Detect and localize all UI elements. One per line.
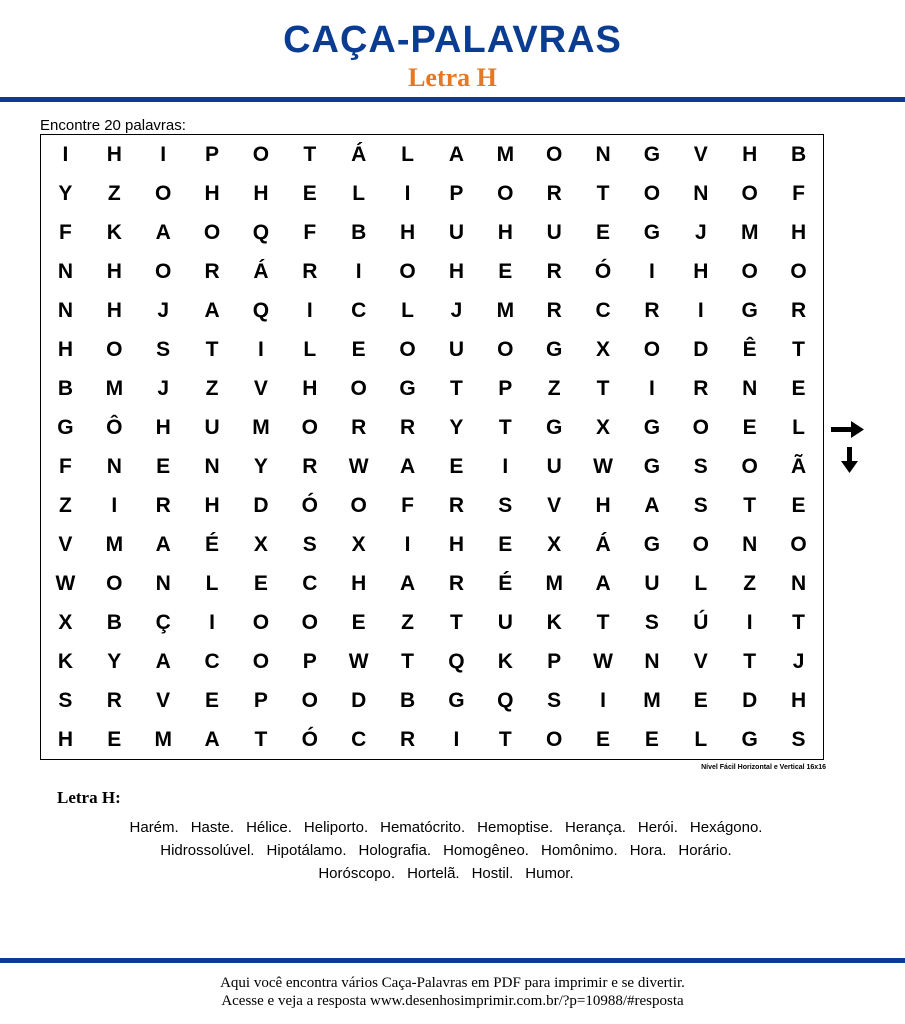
grid-cell: W (593, 649, 613, 673)
grid-cell: L (694, 727, 708, 751)
grid-cell: V (253, 376, 268, 400)
grid-cell: B (790, 142, 807, 166)
grid-cell: C (595, 298, 611, 322)
grid-cell: W (348, 649, 369, 673)
grid-cell: Y (253, 454, 268, 478)
grid-cell: Z (401, 610, 414, 634)
grid-cell: P (302, 649, 317, 673)
grid-cell: L (303, 337, 317, 361)
word-list-item: Herança. (565, 819, 626, 836)
grid-cell: I (746, 610, 753, 634)
grid-cell: O (546, 727, 563, 751)
grid-cell: H (106, 298, 122, 322)
grid-cell: B (351, 220, 367, 244)
word-list-item: Hemoptise. (477, 819, 554, 836)
grid-cell: T (401, 649, 414, 673)
grid-cell: N (693, 181, 709, 205)
grid-cell: Ú (693, 610, 709, 634)
grid-cell: G (643, 415, 661, 439)
grid-cell: Á (595, 532, 611, 556)
grid-cell: S (693, 493, 708, 517)
grid-cell: T (596, 181, 610, 205)
grid-cell: H (742, 142, 758, 166)
grid-cell: O (399, 259, 416, 283)
grid-cell: R (399, 727, 416, 751)
grid-cell: U (546, 220, 562, 244)
grid-cell: V (693, 649, 708, 673)
word-list-item: Harém. (129, 819, 179, 836)
grid-cell: A (644, 493, 660, 517)
grid-cell: A (399, 454, 416, 478)
grid-cell: F (59, 454, 72, 478)
grid-cell: H (790, 688, 807, 712)
word-list-item: Hidrossolúvel. (160, 842, 255, 859)
grid-cell: G (643, 142, 661, 166)
grid-cell: D (742, 688, 758, 712)
grid-cell: R (448, 493, 465, 517)
grid-cell: X (547, 532, 562, 556)
grid-cell: G (546, 415, 563, 439)
grid-cell: R (351, 415, 367, 439)
grid-cell: X (58, 610, 73, 634)
grid-cell: J (792, 649, 805, 673)
grid-cell: E (742, 415, 757, 439)
grid-cell: I (649, 376, 655, 400)
grid-cell: O (546, 142, 563, 166)
grid-cell: I (502, 454, 509, 478)
grid-cell: O (692, 415, 709, 439)
grid-cell: É (498, 571, 513, 595)
grid-cell: Q (252, 220, 270, 244)
word-list-item: Homogêneo. (443, 842, 529, 859)
grid-cell: R (302, 454, 318, 478)
grid-cell: M (252, 415, 270, 439)
grid-cell: R (155, 493, 171, 517)
grid-cell: E (449, 454, 464, 478)
grid-cell: E (156, 454, 171, 478)
grid-cell: N (742, 532, 758, 556)
grid-cell: O (350, 376, 367, 400)
page-title: CAÇA-PALAVRAS (283, 19, 622, 61)
grid-cell: N (155, 571, 171, 595)
grid-cell: G (643, 454, 661, 478)
grid-cell: I (453, 727, 460, 751)
grid-cell: E (693, 688, 708, 712)
word-list-item: Hipotálamo. (266, 842, 347, 859)
grid-cell: T (205, 337, 219, 361)
grid-cell: Q (448, 649, 465, 673)
grid-cell: M (545, 571, 563, 595)
grid-cell: M (643, 688, 661, 712)
grid-cell: T (792, 610, 805, 634)
grid-cell: E (596, 220, 611, 244)
grid-cell: O (741, 259, 758, 283)
grid-cell: E (498, 532, 513, 556)
grid-cell: H (302, 376, 318, 400)
grid-cell: Ó (301, 727, 318, 751)
grid-cell: E (107, 727, 122, 751)
grid-cell: B (106, 610, 122, 634)
grid-cell: J (450, 298, 463, 322)
grid-cell: K (106, 220, 122, 244)
word-list-item: Holografia. (358, 842, 432, 859)
grid-cell: A (155, 649, 171, 673)
grid-cell: O (643, 337, 661, 361)
grid-cell: T (303, 142, 317, 166)
grid-cell: F (401, 493, 414, 517)
grid-cell: R (790, 298, 807, 322)
grid-cell: S (693, 454, 708, 478)
grid-cell: V (58, 532, 73, 556)
grid-cell: M (105, 376, 124, 400)
grid-cell: K (546, 610, 562, 634)
grid-cell: I (111, 493, 118, 517)
grid-cell: I (404, 532, 411, 556)
grid-cell: J (157, 376, 170, 400)
grid-cell: G (643, 532, 661, 556)
grid-cell: H (204, 181, 220, 205)
grid-cell: H (57, 337, 74, 361)
footer-line-1: Aqui você encontra vários Caça-Palavras em PDF para imprimir e se divertir. (220, 975, 685, 991)
grid-cell: A (155, 220, 171, 244)
grid-cell: U (546, 454, 562, 478)
grid-cell: I (306, 298, 313, 322)
grid-cell: Á (253, 259, 269, 283)
grid-cell: O (301, 610, 318, 634)
grid-cell: E (205, 688, 220, 712)
bottom-divider (0, 958, 905, 963)
grid-cell: Q (252, 298, 270, 322)
grid-cell: O (790, 532, 807, 556)
grid-cell: E (351, 610, 366, 634)
grid-cell: Y (107, 649, 122, 673)
grid-cell: T (596, 610, 610, 634)
grid-cell: S (156, 337, 171, 361)
grid-cell: L (694, 571, 708, 595)
grid-cell: I (649, 259, 655, 283)
grid-cell: K (57, 649, 74, 673)
word-list-item: Hora. (629, 842, 667, 859)
grid-cell: J (157, 298, 170, 322)
grid-cell: G (741, 727, 758, 751)
grid-cell: E (253, 571, 268, 595)
grid-cell: W (593, 454, 613, 478)
grid-cell: N (742, 376, 758, 400)
grid-cell: D (253, 493, 269, 517)
grid-cell: Z (547, 376, 561, 400)
footer-line-2: Acesse e veja a resposta www.desenhosimprimir.com.br/?p=10988/#resposta (221, 993, 684, 1009)
grid-cell: C (204, 649, 220, 673)
grid-cell: N (595, 142, 611, 166)
grid-cell: M (105, 532, 124, 556)
grid-cell: O (301, 415, 318, 439)
grid-cell: G (57, 415, 74, 439)
grid-cell: R (448, 571, 465, 595)
grid-cell: H (106, 259, 122, 283)
grid-cell: N (57, 259, 74, 283)
grid-cell: Z (59, 493, 72, 517)
grid-cell: R (546, 181, 562, 205)
grid-cell: R (106, 688, 122, 712)
word-list-item: Horóscopo. (318, 865, 396, 882)
top-divider (0, 97, 905, 102)
grid-cell: L (205, 571, 219, 595)
grid-cell: T (254, 727, 268, 751)
grid-cell: P (449, 181, 464, 205)
grid-cell: H (57, 727, 74, 751)
grid-cell: H (497, 220, 513, 244)
grid-cell: H (693, 259, 709, 283)
grid-cell: T (792, 337, 805, 361)
grid-cell: A (204, 298, 220, 322)
arrow-down-icon (841, 447, 858, 473)
grid-cell: Z (107, 181, 121, 205)
direction-legend (831, 420, 867, 476)
grid-cell: C (302, 571, 318, 595)
grid-cell: H (106, 142, 122, 166)
grid-cell: O (497, 337, 514, 361)
grid-cell: F (303, 220, 317, 244)
grid-cell: X (253, 532, 268, 556)
grid-cell: O (741, 454, 758, 478)
grid-cell: O (252, 649, 270, 673)
grid-cell: E (644, 727, 659, 751)
word-list-item: Hortelã. (407, 865, 460, 882)
page-subtitle: Letra H (408, 63, 497, 92)
grid-cell: N (644, 649, 660, 673)
word-list (40, 816, 852, 885)
grid-cell: E (791, 376, 806, 400)
grid-cell: Ê (742, 337, 757, 361)
grid-cell: V (547, 493, 562, 517)
word-list-item: Hélice. (246, 819, 292, 836)
grid-cell: N (204, 454, 220, 478)
grid-cell: W (55, 571, 76, 595)
word-list-item: Humor. (525, 865, 574, 882)
grid-cell: O (252, 142, 270, 166)
grid-cell: O (106, 571, 123, 595)
grid-cell: G (546, 337, 563, 361)
grid-cell: P (498, 376, 513, 400)
grid-cell: G (741, 298, 758, 322)
grid-cell: A (155, 532, 171, 556)
grid-cell: T (450, 376, 463, 400)
grid-cell: D (351, 688, 367, 712)
word-list-item: Hexágono. (689, 819, 763, 836)
grid-cell: O (350, 493, 367, 517)
grid-cell: N (106, 454, 122, 478)
grid-cell: R (399, 415, 416, 439)
grid-cell: M (496, 142, 515, 166)
grid-cell: C (351, 298, 367, 322)
grid-cell: K (497, 649, 513, 673)
grid-cell: T (743, 649, 757, 673)
grid-cell: V (156, 688, 171, 712)
grid-cell: M (154, 727, 172, 751)
grid-cell: N (790, 571, 807, 595)
grid-cell: U (448, 337, 465, 361)
grid-cell: P (253, 688, 268, 712)
grid-cell: Ó (301, 493, 318, 517)
grid-cell: E (596, 727, 611, 751)
grid-cell: P (205, 142, 220, 166)
arrow-right-icon (831, 421, 864, 438)
grid-cell: I (355, 259, 362, 283)
grid-cell: I (600, 688, 606, 712)
grid-cell: W (348, 454, 369, 478)
grid-cell: G (399, 376, 416, 400)
grid-cell: Z (743, 571, 757, 595)
grid-cell: Z (205, 376, 219, 400)
grid-cell: Q (497, 688, 514, 712)
grid-cell: S (58, 688, 73, 712)
grid-cell: I (697, 298, 704, 322)
grid-cell: I (160, 142, 167, 166)
grid-cell: E (498, 259, 513, 283)
word-list-title: Letra H: (57, 788, 121, 807)
grid-cell: I (209, 610, 215, 634)
grid-cell: S (498, 493, 513, 517)
grid-cell: T (498, 727, 512, 751)
grid-cell: S (302, 532, 317, 556)
grid-cell: A (595, 571, 611, 595)
grid-cell: T (743, 493, 757, 517)
grid-cell: Á (351, 142, 367, 166)
grid-cell: R (546, 259, 562, 283)
grid-cell: S (547, 688, 562, 712)
grid-cell: J (694, 220, 707, 244)
word-list-item: Haste. (190, 819, 235, 836)
grid-cell: O (155, 181, 172, 205)
word-list-item: Homônimo. (540, 842, 618, 859)
grid-cell: R (204, 259, 220, 283)
word-list-item: Hostil. (471, 865, 514, 882)
grid-cell: H (155, 415, 171, 439)
grid-cell: L (352, 181, 366, 205)
grid-cell: I (258, 337, 264, 361)
grid-cell: Y (58, 181, 73, 205)
grid-cell: A (204, 727, 220, 751)
grid-cell: H (351, 571, 367, 595)
grid-cell: O (301, 688, 318, 712)
grid-cell: G (448, 688, 465, 712)
grid-cell: M (496, 298, 515, 322)
grid-cell: N (57, 298, 74, 322)
grid-cell: I (62, 142, 69, 166)
grid-cell: D (693, 337, 709, 361)
grid-cell: P (547, 649, 562, 673)
grid-cell: G (643, 220, 661, 244)
grid-cell: R (693, 376, 709, 400)
word-list-item: Heliporto. (303, 819, 369, 836)
grid-cell: Ã (790, 454, 807, 478)
grid-cell: E (302, 181, 317, 205)
footer (0, 974, 905, 1010)
grid-cell: S (791, 727, 806, 751)
grid-cell: C (351, 727, 367, 751)
grid-cell: F (59, 220, 72, 244)
grid-cell: O (399, 337, 416, 361)
grid-cell: É (205, 532, 220, 556)
grid-cell: A (448, 142, 465, 166)
grid-cell: X (596, 415, 611, 439)
letter-grid (40, 134, 824, 760)
grid-cell: Ó (594, 259, 612, 283)
grid-cell: T (450, 610, 463, 634)
grid-cell: T (596, 376, 610, 400)
grid-cell: O (497, 181, 514, 205)
grid-cell: M (740, 220, 759, 244)
grid-cell: O (643, 181, 661, 205)
grid-cell: H (448, 259, 465, 283)
grid-cell: R (546, 298, 562, 322)
grid-cell: X (596, 337, 611, 361)
grid-cell: B (399, 688, 416, 712)
grid-cell: Ô (106, 415, 123, 439)
grid-cell: O (692, 532, 709, 556)
grid-cell: H (204, 493, 220, 517)
grid-cell: O (790, 259, 807, 283)
word-list-item: Hematócrito. (380, 819, 466, 836)
word-list-item: Herói. (637, 819, 678, 836)
word-list-item: Horário. (678, 842, 732, 859)
grid-cell: E (351, 337, 366, 361)
grid-cell: S (644, 610, 659, 634)
grid-cell: R (302, 259, 318, 283)
grid-cell: U (448, 220, 465, 244)
grid-cell: U (204, 415, 220, 439)
instruction-text: Encontre 20 palavras: (40, 117, 186, 134)
grid-cell: H (448, 532, 465, 556)
grid-cell: O (203, 220, 221, 244)
grid-cell: H (399, 220, 416, 244)
grid-cell: L (401, 298, 414, 322)
grid-cell: U (644, 571, 660, 595)
grid-cell: L (401, 142, 414, 166)
grid-cell: H (253, 181, 269, 205)
grid-cell: Ç (155, 610, 171, 634)
grid-cell: O (155, 259, 172, 283)
grid-cell: E (791, 493, 806, 517)
grid-cell: H (595, 493, 611, 517)
grid-cell: X (351, 532, 366, 556)
grid-cell: A (399, 571, 416, 595)
grid-cell: Y (449, 415, 464, 439)
grid-cell: U (497, 610, 513, 634)
grid-cell: O (106, 337, 123, 361)
grid-cell: I (404, 181, 411, 205)
grid-cell: O (252, 610, 270, 634)
grid-cell: F (792, 181, 805, 205)
grid-cell: L (792, 415, 805, 439)
grid-cell: O (741, 181, 758, 205)
grid-cell: V (693, 142, 708, 166)
direction-arrows (831, 420, 867, 476)
grid-cell: R (644, 298, 660, 322)
grid-cell: T (498, 415, 512, 439)
level-label: Nível Fácil Horizontal e Vertical 16x16 (701, 764, 826, 771)
grid-cell: H (790, 220, 807, 244)
grid-cell: B (57, 376, 74, 400)
